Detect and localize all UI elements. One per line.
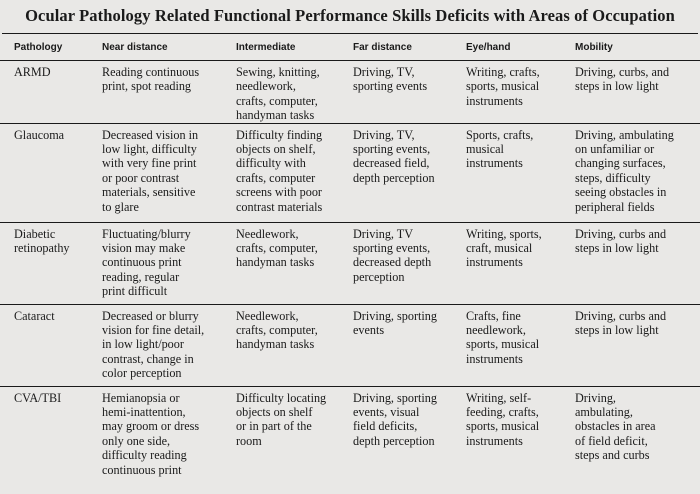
cell-far: Driving, TV sporting events, decreased depth perception [349, 222, 462, 304]
header-intermediate: Intermediate [232, 36, 349, 61]
header-near-distance: Near distance [98, 36, 232, 61]
cell-eye-hand: Writing, crafts, sports, musical instruments [462, 61, 571, 124]
table-row [0, 222, 700, 304]
cell-mobility: Driving, ambulating, obstacles in area of field deficit, steps and curbs [575, 390, 656, 463]
header-pathology: Pathology [0, 36, 98, 61]
cell-near: Decreased or blurry vision for fine detail, in low light/poor contrast, change in color perception [98, 304, 232, 386]
title-rule [2, 33, 698, 34]
cell-pathology: Cataract [0, 304, 98, 386]
cell-pathology: Diabetic retinopathy [0, 222, 98, 304]
cell-mobility: Driving, ambulating on unfamiliar or changing surfaces, steps, difficulty seeing obstacles in peripheral fields [571, 123, 700, 222]
header-eye-hand: Eye/hand [462, 36, 571, 61]
table-row [0, 386, 700, 482]
cell-mobility: Driving, curbs and steps in low light [571, 222, 700, 304]
cell-intermediate: Difficulty locating objects on shelf or in part of the room [236, 390, 327, 448]
cell-mobility: Driving, curbs, and steps in low light [571, 61, 700, 124]
header-row [0, 36, 700, 61]
cell-mobility: Driving, curbs and steps in low light [571, 304, 700, 386]
cell-far: Driving, sporting events, visual field deficits, depth perception [353, 390, 437, 448]
cell-pathology: Glaucoma [0, 123, 98, 222]
table-row [0, 61, 700, 124]
table-row [0, 304, 700, 386]
cell-near: Decreased vision in low light, difficulty with very fine print or poor contrast materials, sensitive to glare [98, 123, 232, 222]
cell-far: Driving, TV, sporting events [349, 61, 462, 124]
cell-near: Hemianopsia or hemi-inattention, may groom or dress only one side, difficulty reading continuous print [102, 390, 200, 477]
cell-far: Driving, TV, sporting events, decreased field, depth perception [349, 123, 462, 222]
cell-eye-hand: Writing, sports, craft, musical instruments [462, 222, 571, 304]
cell-eye-hand: Crafts, fine needlework, sports, musical instruments [462, 304, 571, 386]
pathology-table [0, 36, 700, 482]
cell-pathology: ARMD [0, 61, 98, 124]
cell-pathology: CVA/TBI [14, 390, 62, 405]
cell-near: Fluctuating/blurry vision may make continuous print reading, regular print difficult [98, 222, 232, 304]
cell-far: Driving, sporting events [349, 304, 462, 386]
header-far-distance: Far distance [349, 36, 462, 61]
cell-intermediate: Needlework, crafts, computer, handyman tasks [232, 222, 349, 304]
header-mobility: Mobility [571, 36, 700, 61]
cell-near: Reading continuous print, spot reading [98, 61, 232, 124]
cell-intermediate: Sewing, knitting, needlework, crafts, computer, handyman tasks [232, 61, 349, 124]
table-row [0, 123, 700, 222]
cell-intermediate: Needlework, crafts, computer, handyman tasks [232, 304, 349, 386]
cell-eye-hand: Writing, self- feeding, crafts, sports, musical instruments [466, 390, 540, 448]
table-title: Ocular Pathology Related Functional Performance Skills Deficits with Areas of Occupation [25, 6, 675, 25]
cell-intermediate: Difficulty finding objects on shelf, difficulty with crafts, computer screens with poor contrast materials [232, 123, 349, 222]
cell-eye-hand: Sports, crafts, musical instruments [462, 123, 571, 222]
